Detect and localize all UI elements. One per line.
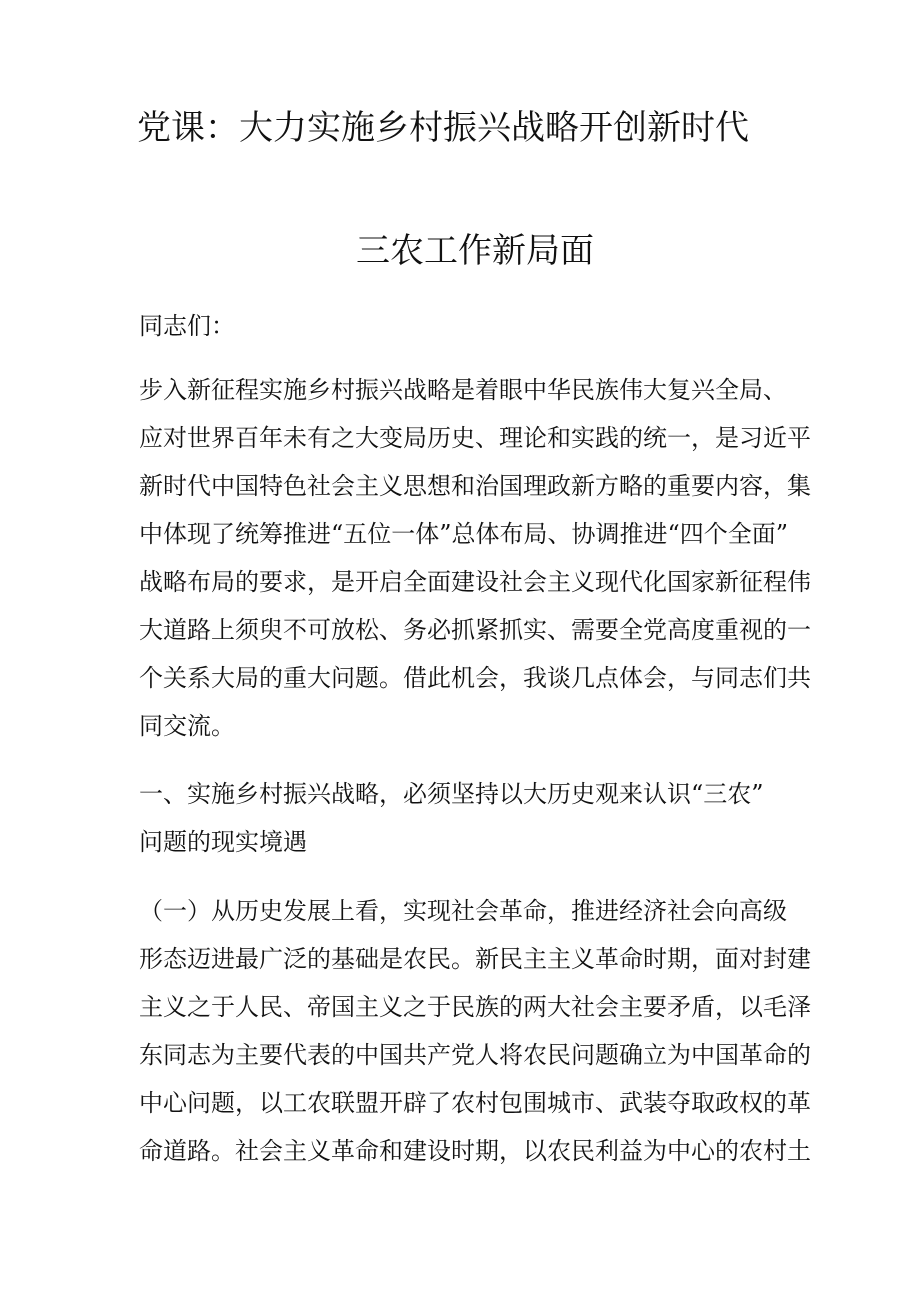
heading-line: 一、实施乡村振兴战略，必须坚持以大历史观来认识“三农” bbox=[139, 780, 764, 808]
paragraph-line: （一）从历史发展上看，实现社会革命，推进经济社会向高级 bbox=[139, 897, 787, 925]
paragraph-line: 新时代中国特色社会主义思想和治国理政新方略的重要内容，集 bbox=[139, 472, 811, 500]
paragraph-line: 同交流。 bbox=[139, 712, 235, 740]
paragraph-line: 个关系大局的重大问题。借此机会，我谈几点体会，与同志们共 bbox=[139, 664, 811, 692]
document-title-line-2: 三农工作新局面 bbox=[356, 231, 594, 271]
section-heading-1 bbox=[139, 770, 764, 866]
heading-line: 问题的现实境遇 bbox=[139, 828, 307, 856]
paragraph-line: 大道路上须臾不可放松、务必抓紧抓实、需要全党高度重视的一 bbox=[139, 616, 811, 644]
paragraph-line: 中心问题，以工农联盟开辟了农村包围城市、武装夺取政权的革 bbox=[139, 1089, 811, 1117]
paragraph-line: 中体现了统筹推进“五位一体”总体布局、协调推进“四个全面” bbox=[139, 520, 789, 548]
paragraph-line: 应对世界百年未有之大变局历史、理论和实践的统一，是习近平 bbox=[139, 424, 811, 452]
salutation: 同志们： bbox=[139, 312, 235, 340]
paragraph-line: 战略布局的要求，是开启全面建设社会主义现代化国家新征程伟 bbox=[139, 568, 811, 596]
paragraph-line: 主义之于人民、帝国主义之于民族的两大社会主要矛盾，以毛泽 bbox=[139, 993, 811, 1021]
paragraph-line: 东同志为主要代表的中国共产党人将农民问题确立为中国革命的 bbox=[139, 1041, 811, 1069]
paragraph-line: 命道路。社会主义革命和建设时期，以农民利益为中心的农村土 bbox=[139, 1137, 811, 1165]
paragraph-line: 步入新征程实施乡村振兴战略是着眼中华民族伟大复兴全局、 bbox=[139, 376, 787, 404]
document-title-line-1: 党课：大力实施乡村振兴战略开创新时代 bbox=[137, 108, 749, 148]
paragraph-2 bbox=[139, 887, 811, 1175]
paragraph-line: 形态迈进最广泛的基础是农民。新民主主义革命时期，面对封建 bbox=[139, 945, 811, 973]
paragraph-1 bbox=[139, 366, 811, 750]
